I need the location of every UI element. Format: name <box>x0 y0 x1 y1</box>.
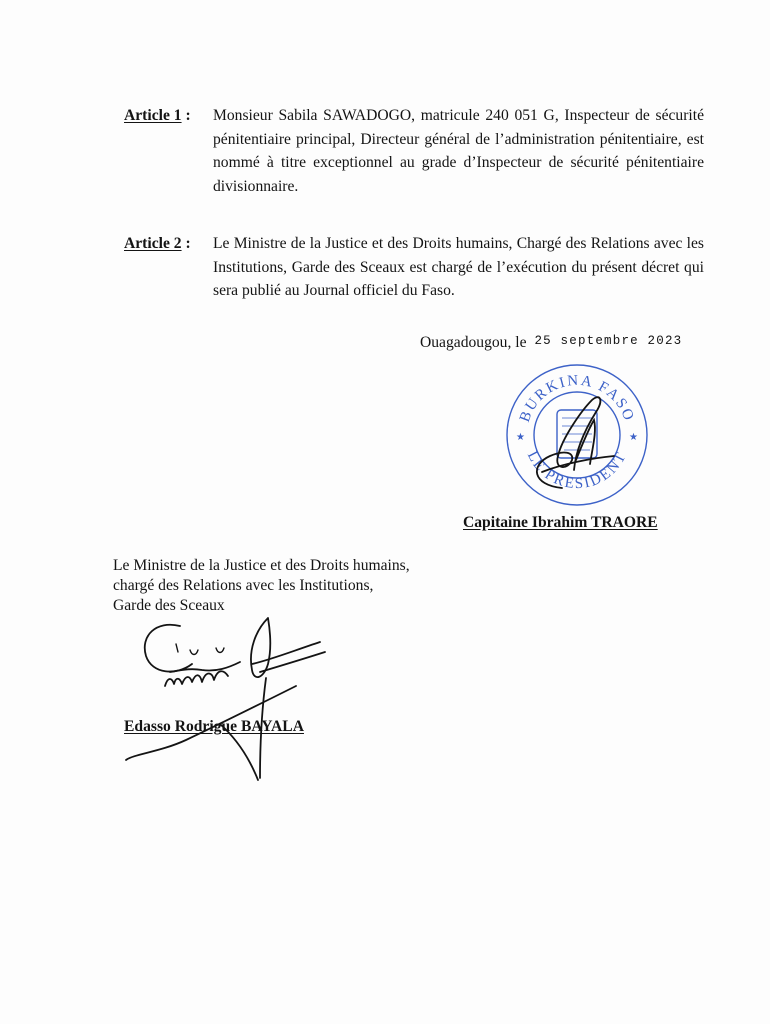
president-name: Capitaine Ibrahim TRAORE <box>463 514 658 531</box>
article-2-text: Le Ministre de la Justice et des Droits humains, Chargé des Relations avec les Institutions, Garde des Sceaux est chargé de l’exécution du présent décret qui sera publié au Journal officiel du Faso. <box>213 235 704 299</box>
date-stamp: 25 septembre 2023 <box>534 334 683 348</box>
article-1-text: Monsieur Sabila SAWADOGO, matricule 240 051 G, Inspecteur de sécurité pénitentiaire principal, Directeur général de l’administration pénitentiaire, est nommé à titre exceptionnel au grade d’Inspecteur de sécurité pénitentiaire divisionnaire. <box>213 107 704 195</box>
minister-title-line: Garde des Sceaux <box>113 597 225 614</box>
minister-title <box>113 556 410 616</box>
article-2-label: Article 2 : <box>124 235 191 252</box>
article-2-label-word: Article 2 <box>124 235 182 252</box>
date-line <box>420 334 682 352</box>
article-1-label-word: Article 1 <box>124 107 182 124</box>
seal-top-text: BURKINA FASO <box>516 372 638 425</box>
article-1 <box>124 104 704 198</box>
article-2 <box>124 232 704 303</box>
seal-star-left-icon: ★ <box>516 432 525 443</box>
article-1-label: Article 1 : <box>124 107 191 124</box>
minister-title-line: Le Ministre de la Justice et des Droits humains, <box>113 557 410 574</box>
minister-title-line: chargé des Relations avec les Institutions, <box>113 577 374 594</box>
seal-star-right-icon: ★ <box>629 432 638 443</box>
minister-name: Edasso Rodrigue BAYALA <box>124 718 304 735</box>
presidential-seal <box>502 360 652 510</box>
minister-signature <box>120 612 340 792</box>
date-place: Ouagadougou, le <box>420 334 527 351</box>
seal-bottom-text: LE PRESIDENT <box>523 448 631 493</box>
